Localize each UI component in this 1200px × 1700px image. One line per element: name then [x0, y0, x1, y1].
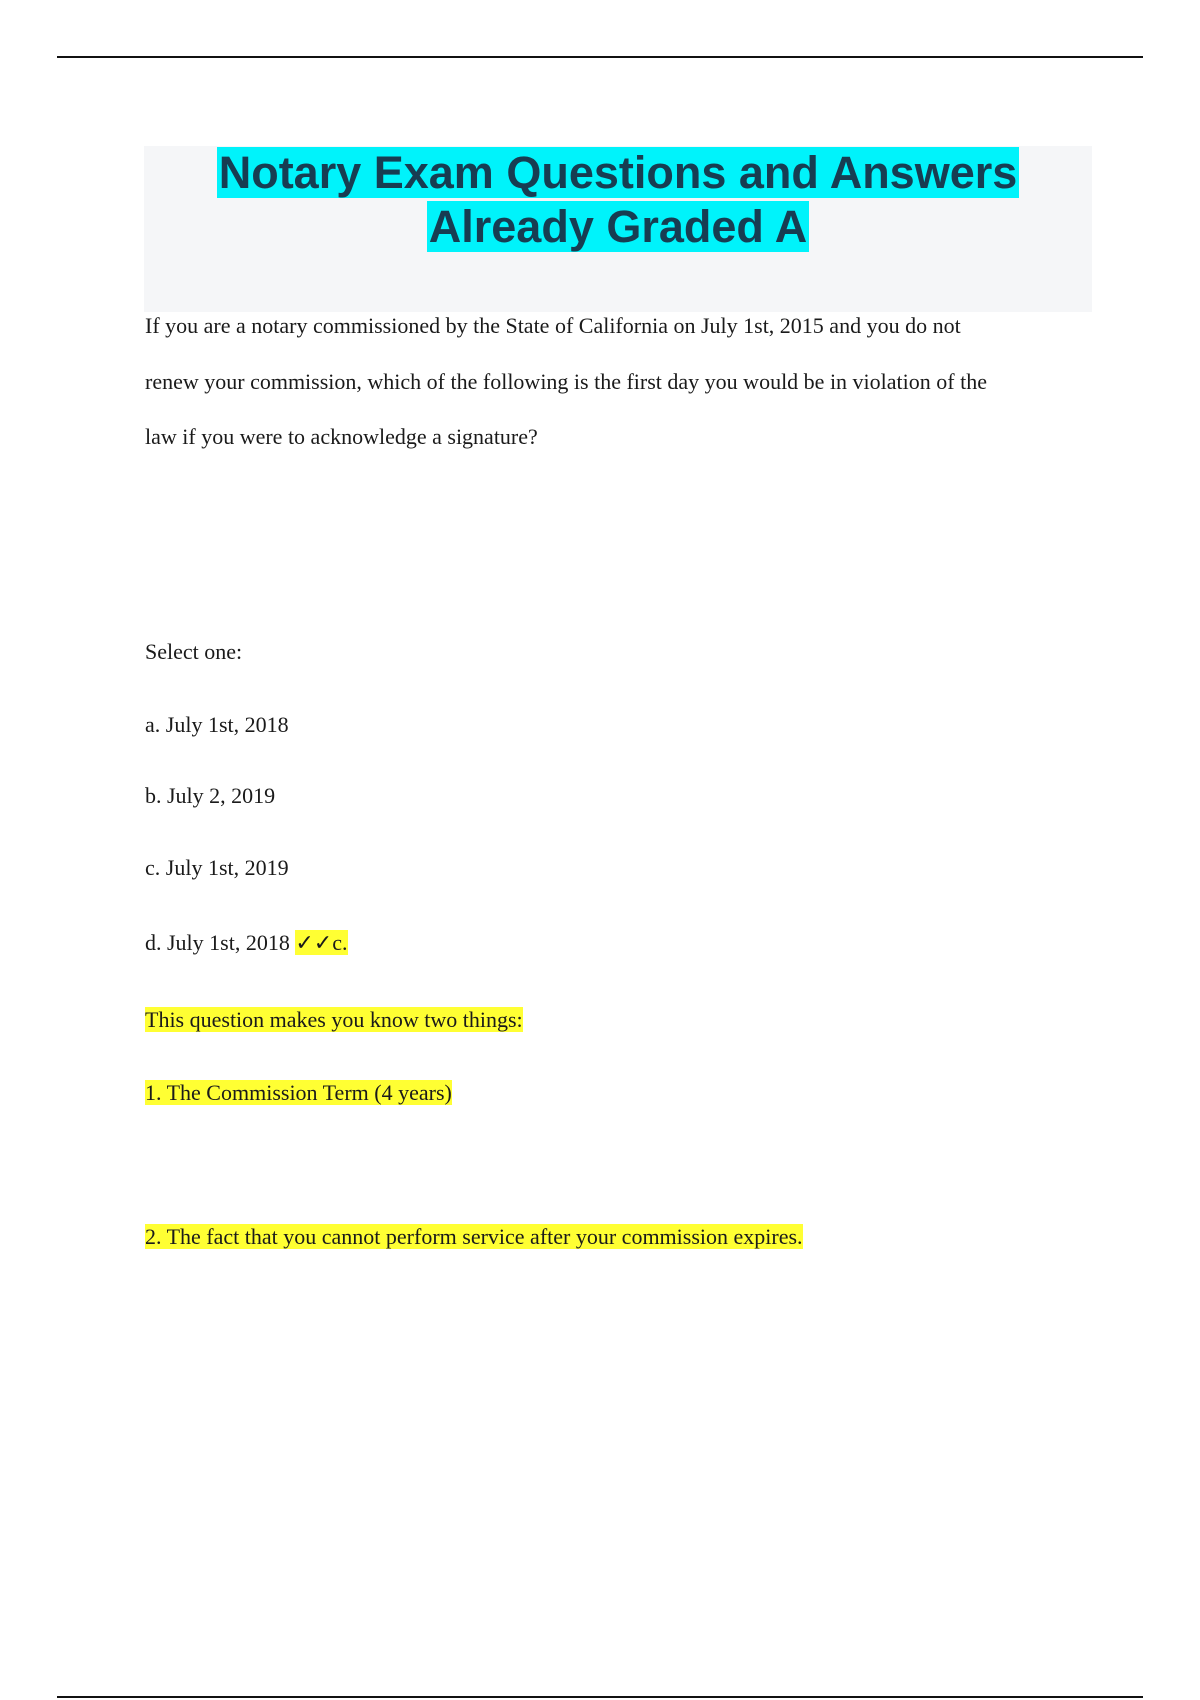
option-a: a. July 1st, 2018 — [145, 712, 289, 737]
title-block — [144, 146, 1092, 312]
option-b: b. July 2, 2019 — [145, 783, 276, 808]
option-d-row — [145, 929, 348, 958]
answer-highlight — [295, 930, 347, 955]
title-highlight-1: Notary Exam Questions and Answers — [218, 147, 1018, 198]
explanation-point-2-row — [145, 1223, 803, 1251]
double-check-icon: ✓✓ — [295, 931, 333, 956]
title-highlight-2: Already Graded A — [428, 201, 808, 252]
question-line-2: renew your commission, which of the following is the first day you would be in violation of the — [145, 369, 987, 394]
option-d: d. July 1st, 2018 — [145, 930, 290, 955]
question-line-1: If you are a notary commissioned by the State of California on July 1st, 2015 and you do not — [145, 313, 961, 338]
explanation-point-1: 1. The Commission Term (4 years) — [145, 1080, 452, 1105]
answer-letter: c. — [332, 930, 348, 955]
explanation-point-2: 2. The fact that you cannot perform service after your commission expires. — [145, 1224, 803, 1249]
explanation-intro-row — [145, 1006, 523, 1034]
explanation-point-1-row — [145, 1079, 452, 1107]
explanation-intro: This question makes you know two things: — [145, 1007, 523, 1032]
page-title-line-1 — [144, 146, 1092, 200]
question-line-3: law if you were to acknowledge a signature? — [145, 424, 538, 449]
select-prompt: Select one: — [145, 639, 243, 664]
option-c: c. July 1st, 2019 — [145, 855, 289, 880]
top-rule — [57, 56, 1143, 58]
page-title-line-2 — [144, 200, 1092, 254]
bottom-rule — [57, 1696, 1143, 1698]
